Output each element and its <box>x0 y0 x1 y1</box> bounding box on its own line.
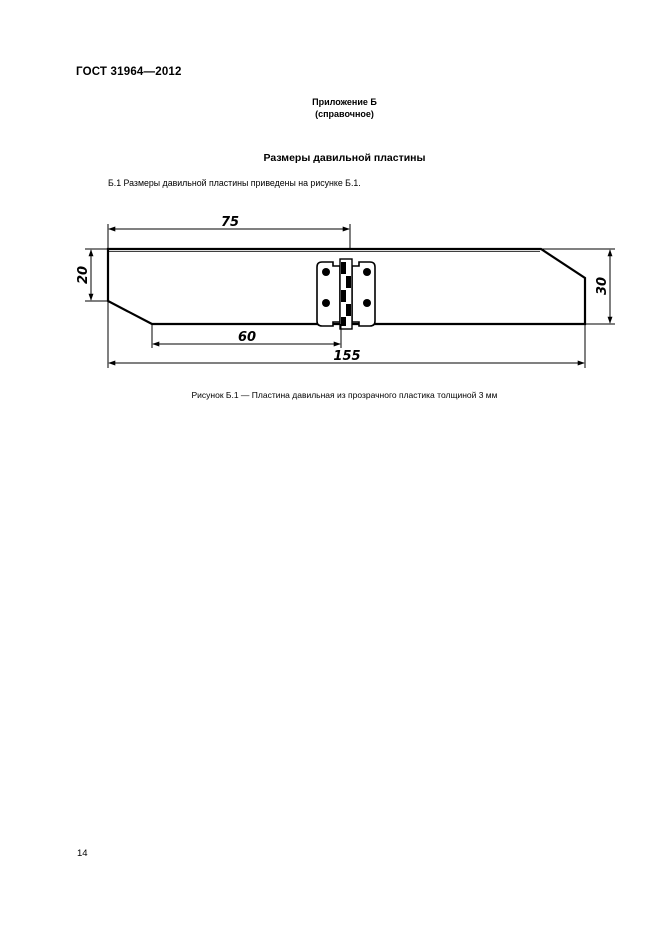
dimension-bottom <box>152 324 341 348</box>
section-title: Размеры давильной пластины <box>263 152 426 164</box>
page-number: 14 <box>77 848 88 859</box>
paragraph-text: Б.1 Размеры давильной пластины приведены на рисунке Б.1. <box>108 178 361 188</box>
hinge-icon <box>317 259 375 329</box>
annex-title: Приложение Б <box>312 97 377 107</box>
annex-type: (справочное) <box>315 109 374 119</box>
dimension-total-label: 155 <box>333 349 361 364</box>
plate-drawing <box>0 0 661 420</box>
document-code: ГОСТ 31964—2012 <box>76 66 182 78</box>
dimension-left <box>76 249 108 301</box>
dimension-right-label: 30 <box>595 276 610 296</box>
dimension-bottom-label: 60 <box>237 330 257 345</box>
dimension-right <box>541 249 615 324</box>
dimension-top <box>108 215 350 249</box>
dimension-left-label: 20 <box>76 265 91 285</box>
dimension-top-label: 75 <box>220 215 240 230</box>
figure-caption: Рисунок Б.1 — Пластина давильная из прозрачного пластика толщиной 3 мм <box>191 390 498 400</box>
